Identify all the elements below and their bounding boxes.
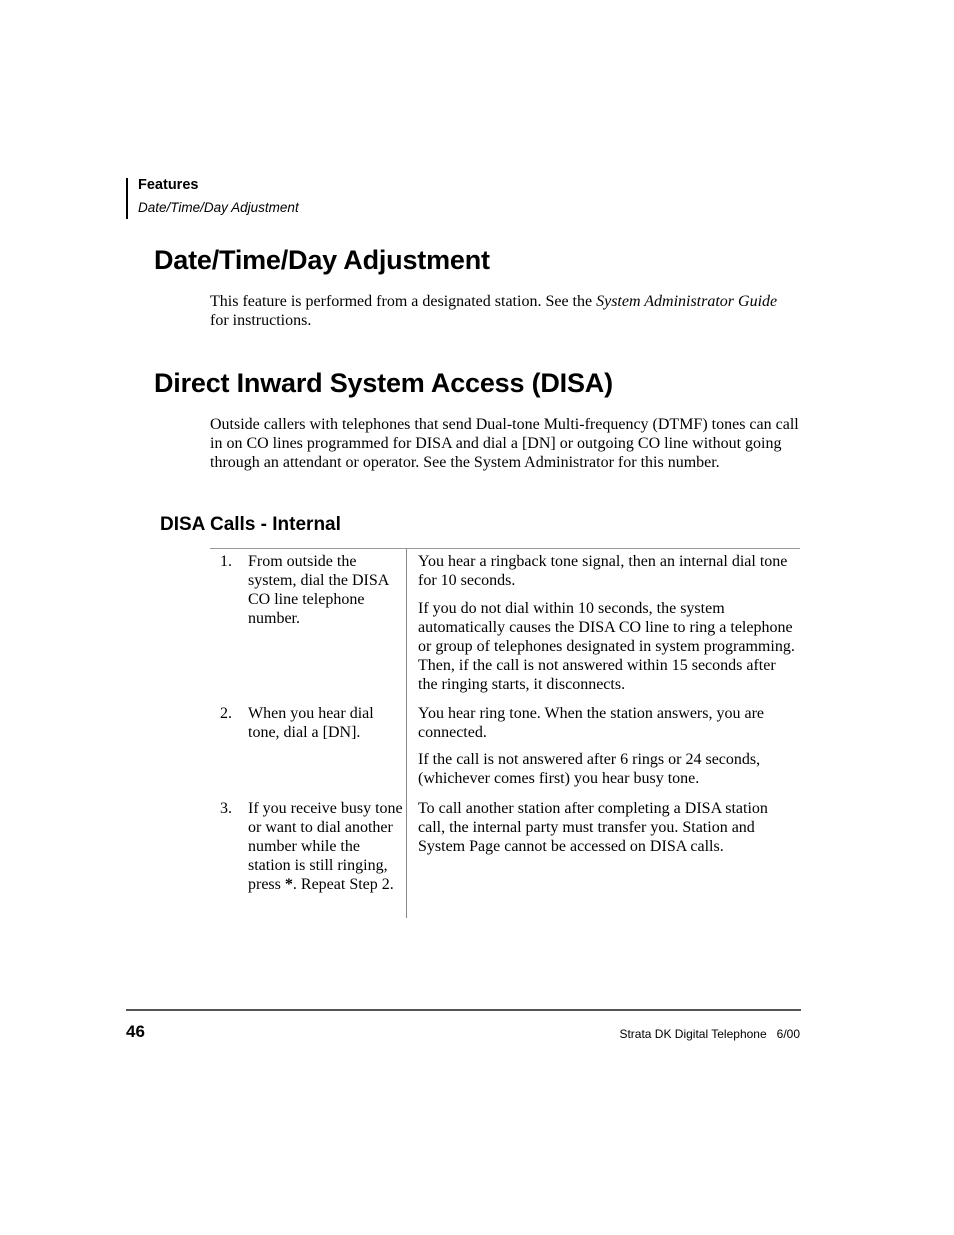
step-action: When you hear dial tone, dial a [DN]. [248,705,374,741]
step-result: If the call is not answered after 6 rings or 24 seconds, (whichever comes first) you hear busy tone. [418,751,761,787]
running-header-topic: Date/Time/Day Adjustment [138,200,299,215]
subheading-disa-calls-internal: DISA Calls - Internal [160,514,341,535]
running-header-section: Features [138,177,199,193]
footer-rule [126,1009,801,1011]
table-column-divider [406,549,407,918]
paragraph-text: This feature is performed from a designated station. See the [210,293,597,310]
step-number: 1. [220,553,232,570]
step-result: You hear a ringback tone signal, then an internal dial tone for 10 seconds. [418,553,788,589]
step-number: 3. [220,800,232,817]
heading-date-time-day: Date/Time/Day Adjustment [154,245,490,275]
star-key: * [284,876,293,893]
paragraph-disa: Outside callers with telephones that send Dual-tone Multi-frequency (DTMF) tones can call in on CO lines programmed for DISA and dial a [DN] or outgoing CO line without going through an attendant or operator. See the System Administrator for this number. [210,416,799,471]
header-rule [126,178,128,219]
footer-doc-title: Strata DK Digital Telephone 6/00 [619,1027,800,1041]
step-number: 2. [220,705,232,722]
paragraph-text: for instructions. [210,312,312,329]
step-action: From outside the system, dial the DISA CO line telephone number. [248,553,389,627]
step-action-text: If you receive busy tone or want to dial another number while the station is still ringing, press [248,800,403,893]
guide-reference: System Administrator Guide [596,293,778,310]
step-action [248,799,403,894]
step-result: To call another station after completing a DISA station call, the internal party must transfer you. Station and System Page cannot be accessed on DISA calls. [418,800,768,855]
step-result: You hear ring tone. When the station answers, you are connected. [418,705,764,741]
table-top-rule [210,548,800,549]
step-action-text: . Repeat Step 2. [292,876,394,893]
page-number: 46 [126,1022,145,1041]
paragraph-date-time-day [210,292,790,330]
heading-disa: Direct Inward System Access (DISA) [154,368,613,398]
step-result: If you do not dial within 10 seconds, the system automatically causes the DISA CO line to ring a telephone or group of telephones designated in system programming. Then, if the call is not answered within 15 seconds after the ringing starts, it disconnects. [418,600,795,693]
